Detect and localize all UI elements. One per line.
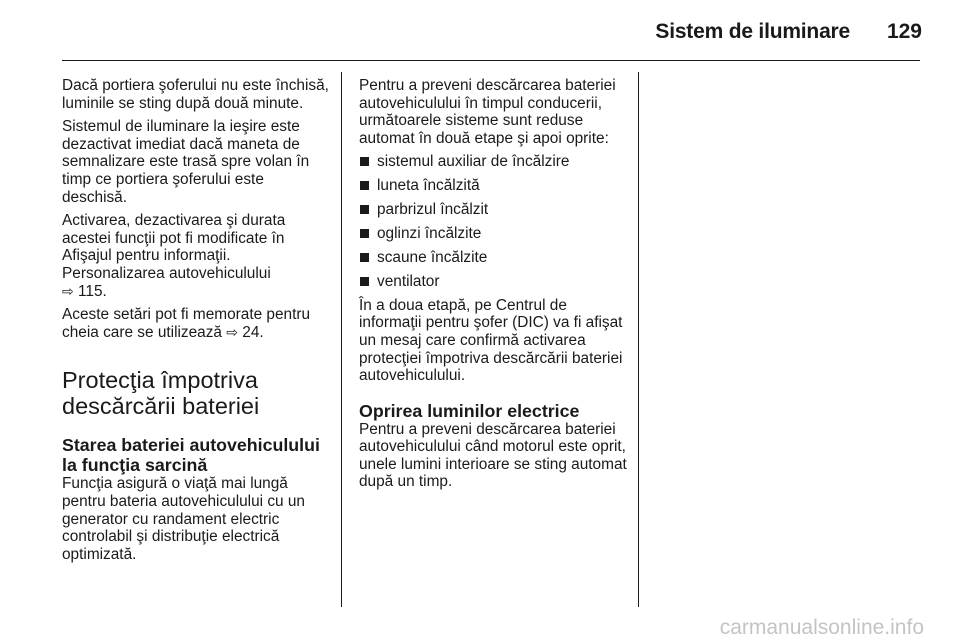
square-bullet-icon [360, 253, 369, 262]
paragraph [62, 306, 330, 341]
list-item-text: scaune încălzite [377, 248, 488, 266]
reference-page: 24. [242, 323, 264, 341]
paragraph: Sistemul de iluminare la ieşire este dezactivat imediat dacă maneta de semnalizare este trasă spre volan în timp ce portiera şoferului este deschisă. [62, 118, 310, 206]
subsection-heading: Oprirea luminilor electrice [359, 400, 580, 421]
watermark: carmanualsonline.info [719, 616, 924, 639]
column-divider-left [341, 72, 342, 607]
bullet-list [359, 153, 627, 290]
list-item [359, 153, 627, 171]
section-heading: Protecţia împotriva descărcării bateriei [62, 367, 260, 420]
list-item-text: parbrizul încălzit [377, 201, 489, 219]
square-bullet-icon [360, 205, 369, 214]
paragraph [62, 212, 330, 300]
running-header-title: Sistem de iluminare [655, 20, 850, 43]
paragraph-text: Activarea, dezactivarea şi durata acestei funcţii pot fi modificate în Afişajul pentru informaţii. [62, 212, 286, 265]
paragraph: Funcţia asigură o viaţă mai lungă pentru bateria autovehiculului cu un generator cu randament electric controlabil şi distribuţie electrică optimizată. [62, 475, 305, 563]
header-rule [62, 60, 920, 61]
page-number: 129 [886, 20, 922, 43]
square-bullet-icon [360, 229, 369, 238]
page-reference-arrow-icon: ⇨ [226, 323, 238, 340]
subsection-heading: Starea bateriei autovehiculului la funcţia sarcină [62, 435, 320, 476]
page-reference-arrow-icon: ⇨ [62, 282, 74, 299]
cross-reference-link[interactable] [226, 324, 263, 341]
reference-page: 115. [78, 282, 107, 300]
list-item [359, 249, 627, 267]
list-item [359, 273, 627, 291]
cross-reference-link[interactable] [62, 265, 271, 300]
paragraph: Dacă portiera şoferului nu este închisă, luminile se sting după două minute. [62, 77, 329, 112]
square-bullet-icon [360, 277, 369, 286]
list-item-text: luneta încălzită [377, 177, 480, 195]
list-item-text: sistemul auxiliar de încălzire [377, 153, 570, 171]
square-bullet-icon [360, 181, 369, 190]
list-item-text: ventilator [377, 272, 440, 290]
paragraph: Pentru a preveni descărcarea bateriei autovehiculului în timpul conducerii, următoarele sisteme sunt reduse automat în două etape şi apoi oprite: [359, 77, 616, 147]
list-item [359, 177, 627, 195]
paragraph: În a doua etapă, pe Centrul de informaţii pentru şofer (DIC) va fi afişat un mesaj care confirmă activarea protecţiei împotriva descărcării bateriei autovehiculului. [359, 296, 623, 385]
column-divider-right [638, 72, 639, 607]
left-column [62, 77, 330, 569]
reference-title: Personalizarea autovehiculului [62, 264, 271, 282]
list-item-text: oglinzi încălzite [377, 225, 482, 243]
paragraph: Pentru a preveni descărcarea bateriei autovehiculului când motorul este oprit, unele lumini interioare se sting automat după un timp. [359, 420, 627, 491]
middle-column [359, 77, 627, 497]
paragraph-text: Aceste setări pot fi memorate pentru cheia care se utilizează [62, 306, 311, 341]
list-item [359, 201, 627, 219]
list-item [359, 225, 627, 243]
square-bullet-icon [360, 157, 369, 166]
